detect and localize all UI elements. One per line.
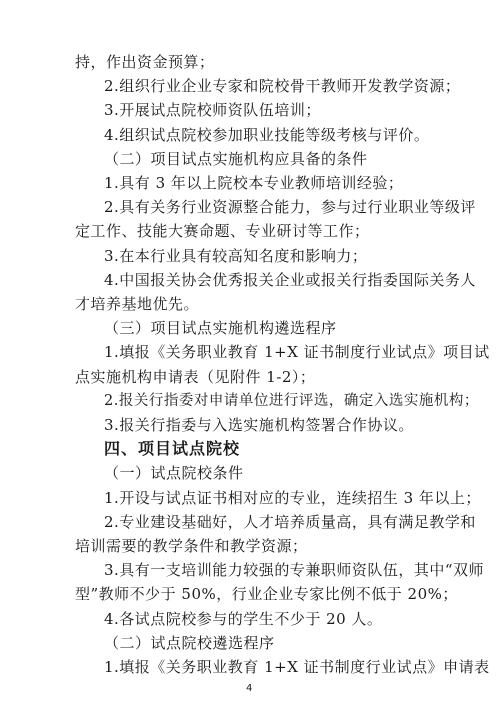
text-line: 4.组织试点院校参加职业技能等级考核与评价。 — [104, 125, 430, 144]
text-line: 1.填报《关务职业教育 1+X 证书制度行业试点》项目试 — [104, 343, 490, 362]
text-line: 1.开设与试点证书相对应的专业，连续招生 3 年以上； — [104, 488, 481, 507]
text-line: 1.填报《关务职业教育 1+X 证书制度行业试点》申请表 — [104, 658, 490, 676]
text-line: 持，作出资金预算； — [75, 53, 215, 71]
text-line: 才培养基地优先。 — [75, 295, 200, 313]
chapter-heading: 四、项目试点院校 — [104, 439, 241, 459]
text-line: 2.组织行业企业专家和院校骨干教师开发教学资源； — [104, 77, 461, 96]
page-number: 4 — [246, 683, 253, 695]
section-heading: （二）项目试点实施机构应具备的条件 — [104, 149, 368, 168]
text-line: 2.报关行指委对申请单位进行评选，确定入选实施机构； — [104, 392, 479, 409]
text-line: 培训需要的教学条件和教学资源； — [75, 537, 308, 555]
text-line: 3.具有一支培训能力较强的专兼职师资队伍，其中“双师 — [104, 561, 484, 580]
text-line: 2.专业建设基础好，人才培养质量高，具有满足教学和 — [104, 512, 476, 531]
text-line: 3.报关行指委与入选实施机构签署合作协议。 — [104, 416, 414, 434]
section-heading: （三）项目试点实施机构遴选程序 — [104, 319, 337, 338]
text-line: 3.开展试点院校师资队伍培训； — [104, 101, 321, 120]
text-line: 点实施机构申请表（见附件 1-2）； — [75, 367, 316, 386]
section-heading: （一）试点院校条件 — [104, 464, 244, 483]
text-line: 1.具有 3 年以上院校本专业教师培训经验； — [104, 174, 404, 192]
text-line: 型”教师不少于 50%，行业企业专家比例不低于 20%； — [75, 585, 458, 604]
section-heading: （二）试点院校遴选程序 — [104, 633, 275, 652]
text-line: 4.中国报关协会优秀报关企业或报关行指委国际关务人 — [104, 270, 476, 289]
text-line: 3.在本行业具有较高知名度和影响力； — [104, 246, 368, 265]
text-line: 2.具有关务行业资源整合能力，参与过行业职业等级评 — [104, 198, 476, 217]
text-line: 定工作、技能大赛命题、专业研讨等工作； — [75, 222, 370, 241]
text-line: 4.各试点院校参与的学生不少于 20 人。 — [104, 609, 383, 628]
